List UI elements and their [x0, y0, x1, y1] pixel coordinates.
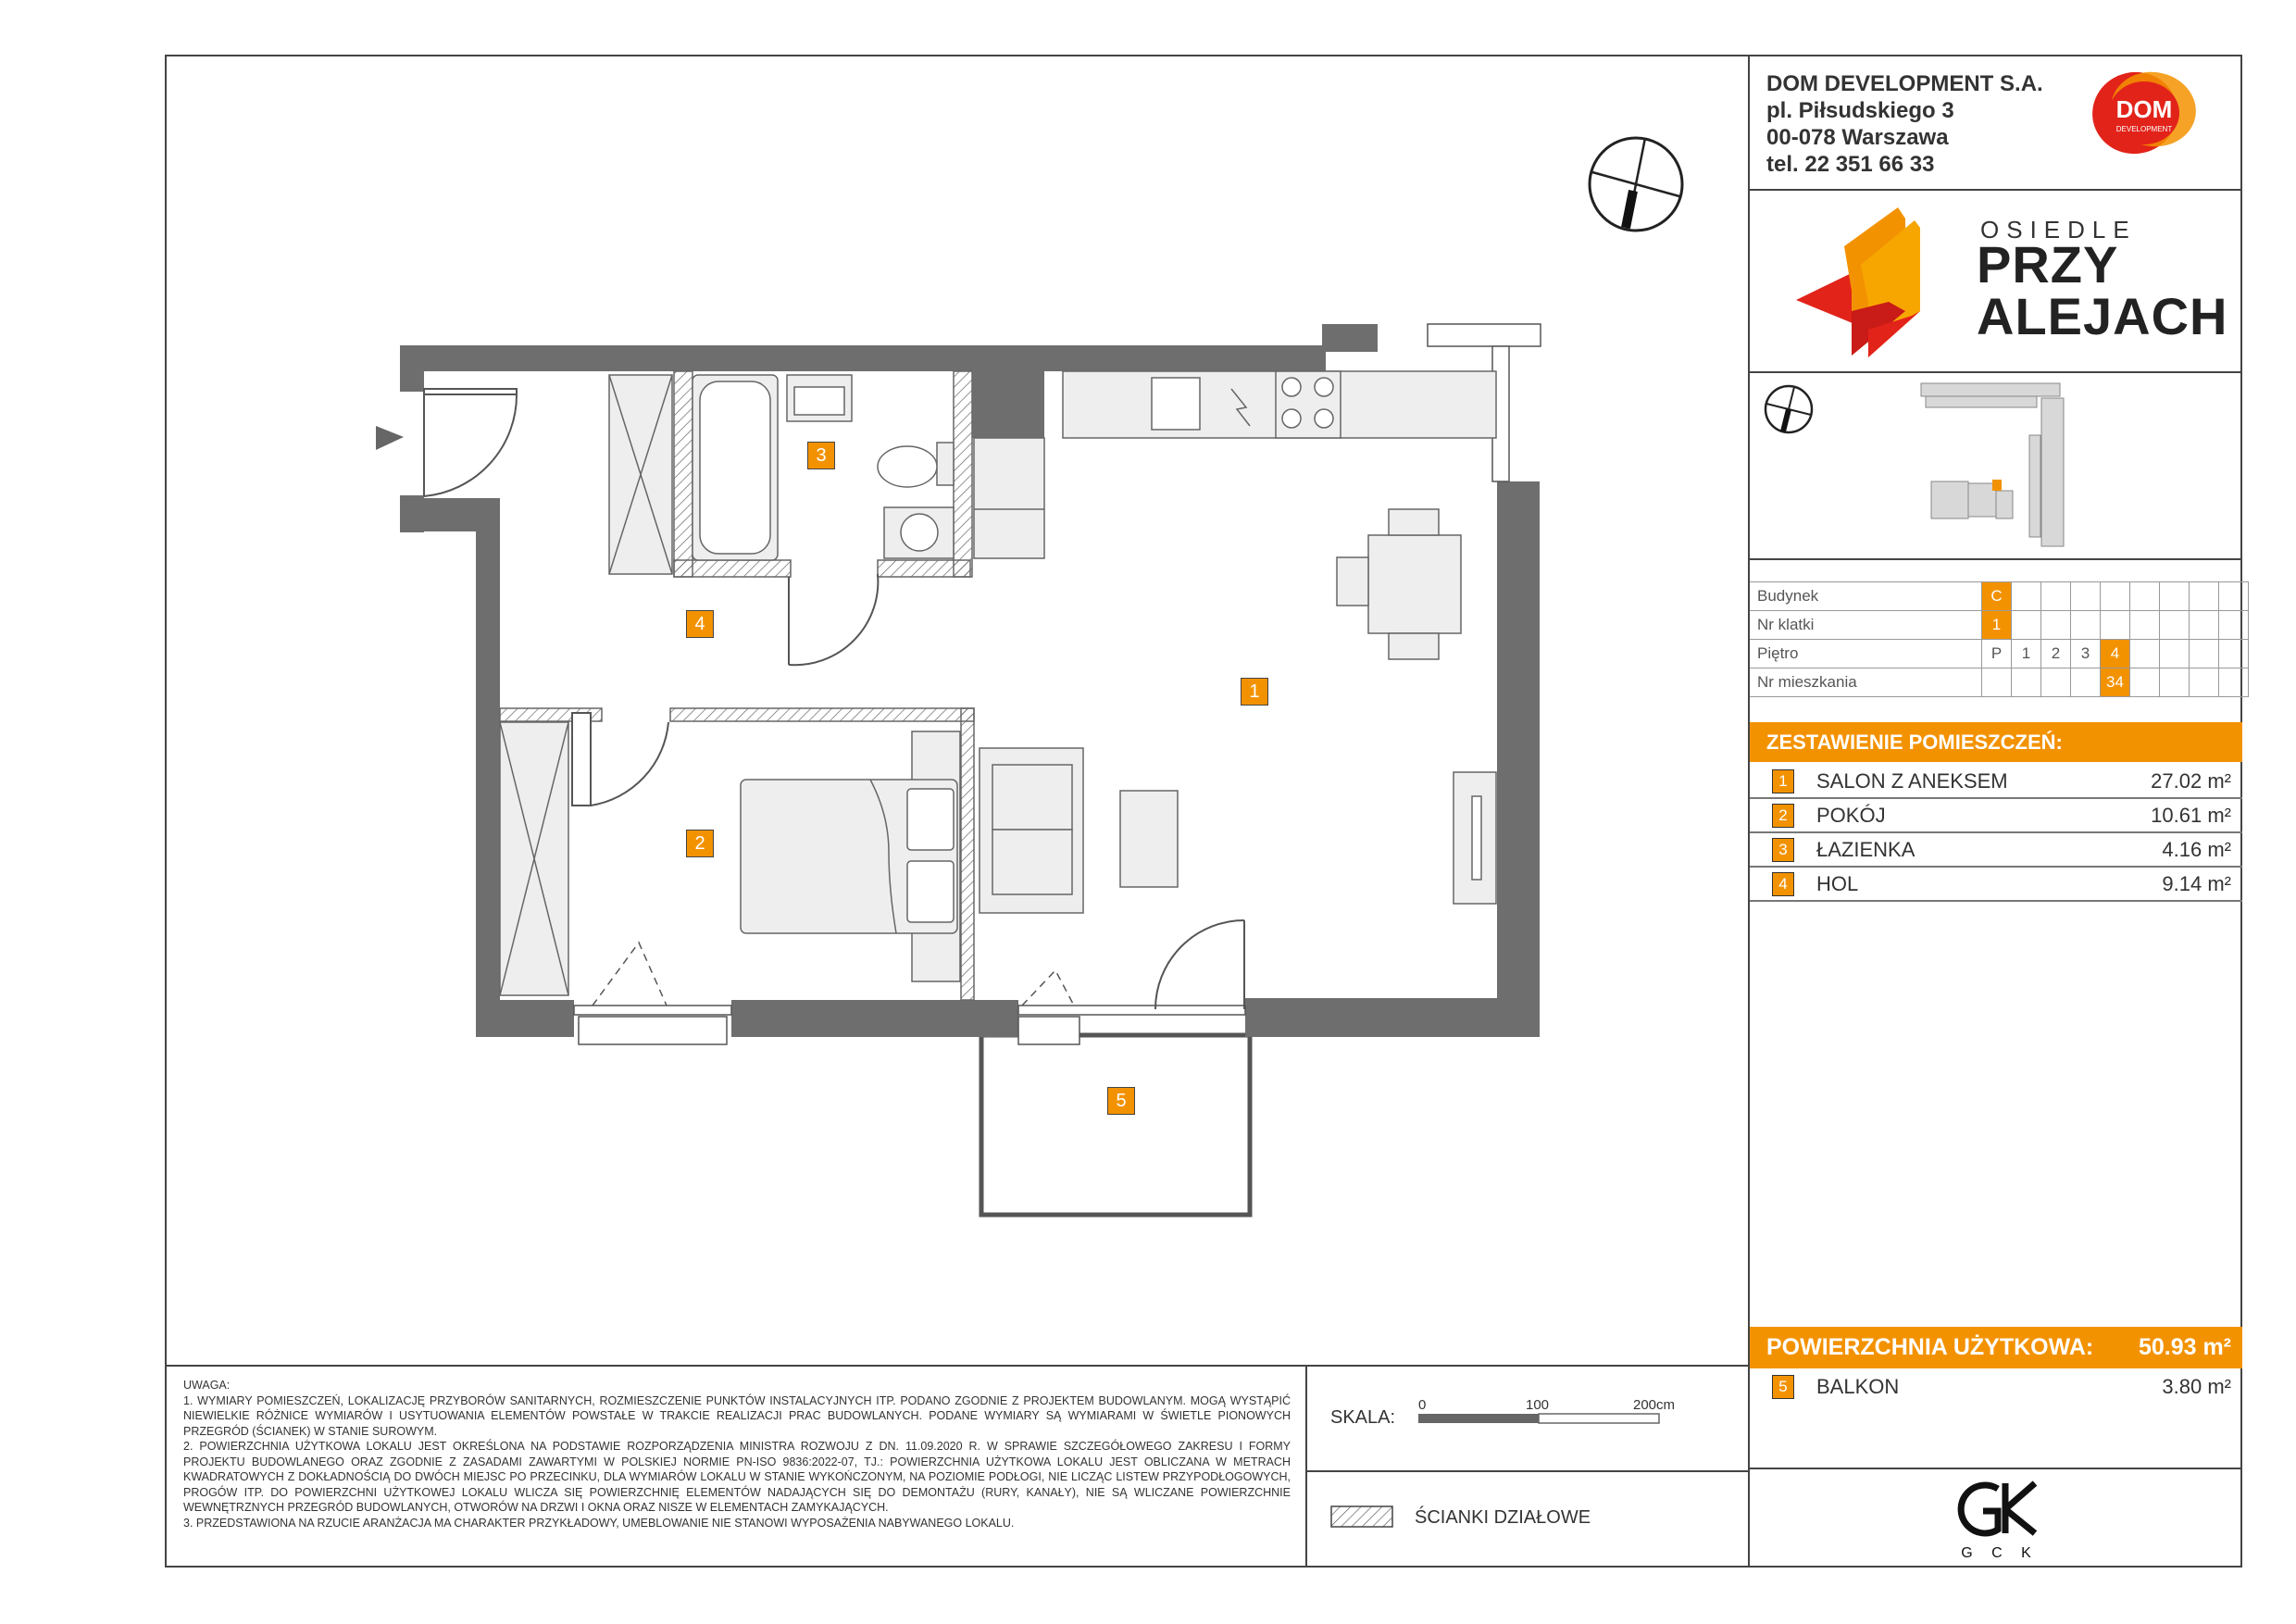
balcony-outline — [981, 1035, 1250, 1215]
room-number-badge: 1 — [1772, 769, 1794, 793]
room-label-5: 5 — [1107, 1087, 1135, 1115]
scale-tick-0: 0 — [1418, 1397, 1427, 1413]
budynek-value: C — [1982, 582, 2012, 611]
room-number-badge: 4 — [1772, 872, 1794, 896]
bedroom-furniture — [500, 722, 960, 995]
room-name: SALON Z ANEKSEM — [1816, 769, 2008, 793]
pietro-option: 3 — [2071, 640, 2101, 668]
gck-logo — [1944, 1476, 2055, 1561]
rooms-header: ZESTAWIENIE POMIESZCZEŃ: — [1750, 722, 2242, 762]
notes-block — [183, 1378, 1291, 1530]
scale-label: SKALA: — [1330, 1407, 1396, 1428]
room-row — [1750, 868, 2242, 902]
room-number-badge: 5 — [1772, 1375, 1794, 1399]
klatka-label: Nr klatki — [1750, 611, 1982, 640]
panel-line-4 — [1748, 1468, 2242, 1469]
legend-divider — [1305, 1470, 1750, 1472]
room-name: HOL — [1816, 872, 1859, 895]
balcony-name: BALKON — [1816, 1375, 1900, 1398]
room-label-1: 1 — [1241, 678, 1268, 706]
note-3: 3. PRZEDSTAWIONA NA RZUCIE ARANŻACJA MA CHARAKTER PRZYKŁADOWY, UMEBLOWANIE NIE STANOWI WYPOSAŻENIA NABYWANEGO LOKALU. — [183, 1516, 1015, 1530]
osiedle-label: OSIEDLE — [1980, 216, 2137, 244]
pietro-option: 1 — [2012, 640, 2041, 668]
pietro-option: 2 — [2041, 640, 2071, 668]
scale-divider — [1305, 1365, 1307, 1568]
balcony-row — [1750, 1370, 2242, 1403]
osiedle-name-line1: PRZY — [1977, 235, 2119, 294]
room-area: 9.14 m² — [2162, 872, 2231, 895]
total-area-value: 50.93 m² — [2138, 1334, 2231, 1360]
notes-title: UWAGA: — [183, 1379, 231, 1392]
room-row — [1750, 765, 2242, 799]
room-number-badge: 2 — [1772, 804, 1794, 828]
room-area: 27.02 m² — [2151, 769, 2231, 793]
entrance-door — [424, 389, 517, 496]
company-address — [1766, 70, 2043, 178]
balcony-area: 3.80 m² — [2162, 1375, 2231, 1398]
entrance-arrow-icon — [376, 426, 404, 450]
dining-table — [1337, 509, 1461, 659]
klatka-row — [1750, 611, 2249, 640]
key-plan — [1759, 380, 2129, 556]
dom-logo-text: DOM — [2115, 95, 2173, 123]
room-label-2: 2 — [686, 830, 714, 857]
notes-divider — [165, 1365, 1750, 1367]
note-2: 2. POWIERZCHNIA UŻYTKOWA LOKALU JEST OKREŚLONA NA PODSTAWIE ROZPORZĄDZENIA MINISTRA ROZWOJU Z DN. 11.09.2020 R. W SPRAWIE SZCZEGÓŁOWEGO ZAKRESU I FORMY PROJEKTU BUDOWLANEGO ORAZ ZGODNIE Z ZASADAMI ZAWARTYMI W POLSKIEJ NORMIE PN-ISO 9836:2022-07, TJ.: POWIERZCHNIA UŻYTKOWA LOKALU JEST OBLICZANA W METRACH KWADRATOWYCH Z DOKŁADNOŚCIĄ DO DWÓCH MIEJSC PO PRZECINKU, DLA WYMIARÓW LOKALU W STANIE WYKOŃCZONYM, NA POZIOMIE PODŁOGI, NIE LICZĄC LISTEW PRZYPODŁOGOWYCH, PROGÓW ITP. DO POWIERZCHNI UŻYTKOWEJ LOKALU WLICZA SIĘ POWIERZCHNIĘ ELEMENTÓW NADAJĄCYCH SIĘ DO DEMONTAŻU (RURY, KANAŁY), NIE SĄ WLICZANE POWIERZCHNIE WEWNĘTRZNYCH PRZEGRÓD BUDOWLANYCH, OTWORÓW NA DRZWI I OKNA ORAZ NISZE W ELEMENTACH ZAMYKAJĄCYCH. — [183, 1440, 1291, 1514]
room-name: POKÓJ — [1816, 804, 1886, 827]
company-city: 00-078 Warszawa — [1766, 125, 1949, 150]
note-1: 1. WYMIARY POMIESZCZEŃ, LOKALIZACJĘ PRZYBORÓW SANITARNYCH, ROZMIESZCZENIE PUNKTÓW INSTALACYJNYCH ITP. PODANO ZGODNIE Z PROJEKTEM BUDOWLANYM. MOGĄ WYSTĄPIĆ NIEWIELKIE RÓŻNICE WYMIARÓW I USYTUOWANIA ELEMENTÓW POWSTAŁE W TRAKCIE REALIZACJI PRAC BUDOWLANYCH. PODANE WYMIARY SĄ WYMIARAMI W ŚWIETLE PIONOWYCH PRZEGRÓD (ŚCIANEK) W STANIE SUROWYM. — [183, 1393, 1291, 1438]
balcony-door — [1155, 920, 1244, 1009]
scale-tick-100: 100 — [1526, 1397, 1550, 1413]
budynek-row — [1750, 582, 2249, 611]
pietro-option-selected: 4 — [2101, 640, 2130, 668]
room-area: 4.16 m² — [2162, 838, 2231, 861]
budynek-label: Budynek — [1750, 582, 1982, 611]
klatka-value: 1 — [1982, 611, 2012, 640]
hall-wardrobe — [609, 375, 672, 574]
pietro-row — [1750, 640, 2249, 668]
gck-logo-text: G C K — [1961, 1545, 2039, 1561]
bathroom-door — [789, 574, 878, 665]
total-area-label: POWIERZCHNIA UŻYTKOWA: — [1766, 1334, 2094, 1360]
room-row — [1750, 799, 2242, 833]
bedroom-door — [572, 713, 668, 806]
osiedle-name — [1977, 235, 2228, 345]
room-row — [1750, 833, 2242, 868]
room-label-4: 4 — [686, 610, 714, 638]
tv-unit — [1454, 772, 1496, 904]
room-name: ŁAZIENKA — [1816, 838, 1915, 861]
osiedle-name-line2: ALEJACH — [1977, 287, 2228, 345]
panel-line-3 — [1748, 558, 2242, 560]
legend-label: ŚCIANKI DZIAŁOWE — [1415, 1507, 1591, 1528]
dom-logo-subtext: DEVELOPMENT — [2115, 125, 2173, 133]
mieszkanie-label: Nr mieszkania — [1750, 668, 1982, 697]
company-phone: tel. 22 351 66 33 — [1766, 152, 1935, 177]
company-name: DOM DEVELOPMENT S.A. — [1766, 71, 2043, 96]
room-number-badge: 3 — [1772, 838, 1794, 862]
room-label-3: 3 — [807, 442, 835, 469]
pietro-label: Piętro — [1750, 640, 1982, 668]
sofa — [980, 748, 1178, 913]
mieszkanie-value: 34 — [2101, 668, 2130, 697]
dom-development-logo — [2087, 67, 2207, 159]
company-street: pl. Piłsudskiego 3 — [1766, 98, 1954, 123]
compass-small-icon — [1766, 386, 1812, 432]
hatch-legend-icon — [1330, 1505, 1395, 1530]
total-area-bar — [1750, 1327, 2242, 1368]
scale-bar — [1407, 1393, 1685, 1440]
pietro-option: P — [1982, 640, 2012, 668]
apartment-info-table — [1750, 581, 2249, 697]
scale-tick-200: 200cm — [1633, 1397, 1676, 1413]
mieszkanie-row — [1750, 668, 2249, 697]
panel-line-1 — [1748, 189, 2242, 191]
room-area: 10.61 m² — [2151, 804, 2231, 827]
window-swing-lines — [593, 943, 1074, 1006]
